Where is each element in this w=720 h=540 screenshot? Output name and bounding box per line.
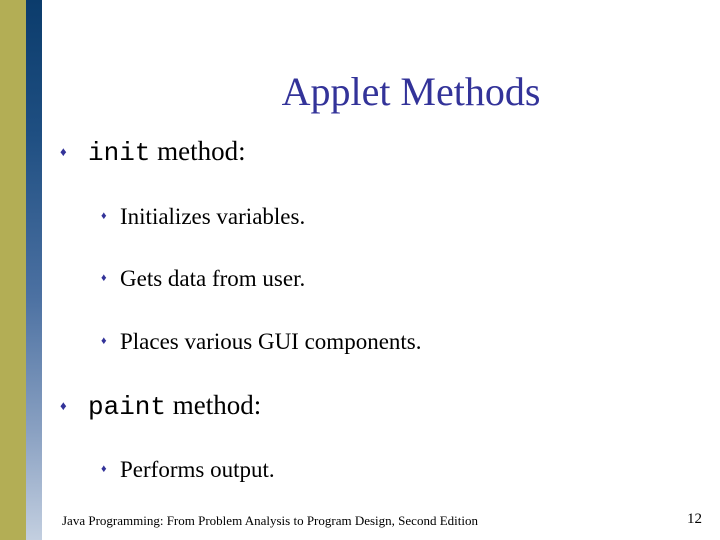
list-item (88, 390, 261, 422)
diamond-bullet-icon: ♦ (60, 144, 67, 159)
page-number: 12 (687, 511, 702, 527)
diamond-bullet-icon: ♦ (101, 272, 107, 284)
slide-title: Applet Methods (281, 69, 541, 114)
item-text: method: (150, 136, 246, 166)
code-keyword: paint (88, 392, 167, 422)
code-keyword: init (88, 138, 151, 168)
diamond-bullet-icon: ♦ (101, 210, 107, 222)
diamond-bullet-icon: ♦ (60, 398, 67, 413)
item-text: Initializes variables. (120, 204, 306, 229)
list-item (88, 136, 246, 168)
left-olive-stripe (0, 0, 26, 540)
diamond-bullet-icon: ♦ (101, 335, 107, 347)
item-text: Gets data from user. (120, 266, 306, 291)
list-item (120, 457, 275, 483)
item-text: method: (166, 390, 262, 420)
diamond-bullet-icon: ♦ (101, 463, 107, 475)
list-item (120, 266, 305, 292)
item-text: Performs output. (120, 457, 275, 482)
left-blue-gradient-stripe (26, 0, 42, 540)
list-item (120, 204, 305, 230)
item-text: Places various GUI components. (120, 329, 422, 354)
slide-footer: Java Programming: From Problem Analysis to Program Design, Second Edition (62, 513, 478, 528)
list-item (120, 329, 422, 355)
